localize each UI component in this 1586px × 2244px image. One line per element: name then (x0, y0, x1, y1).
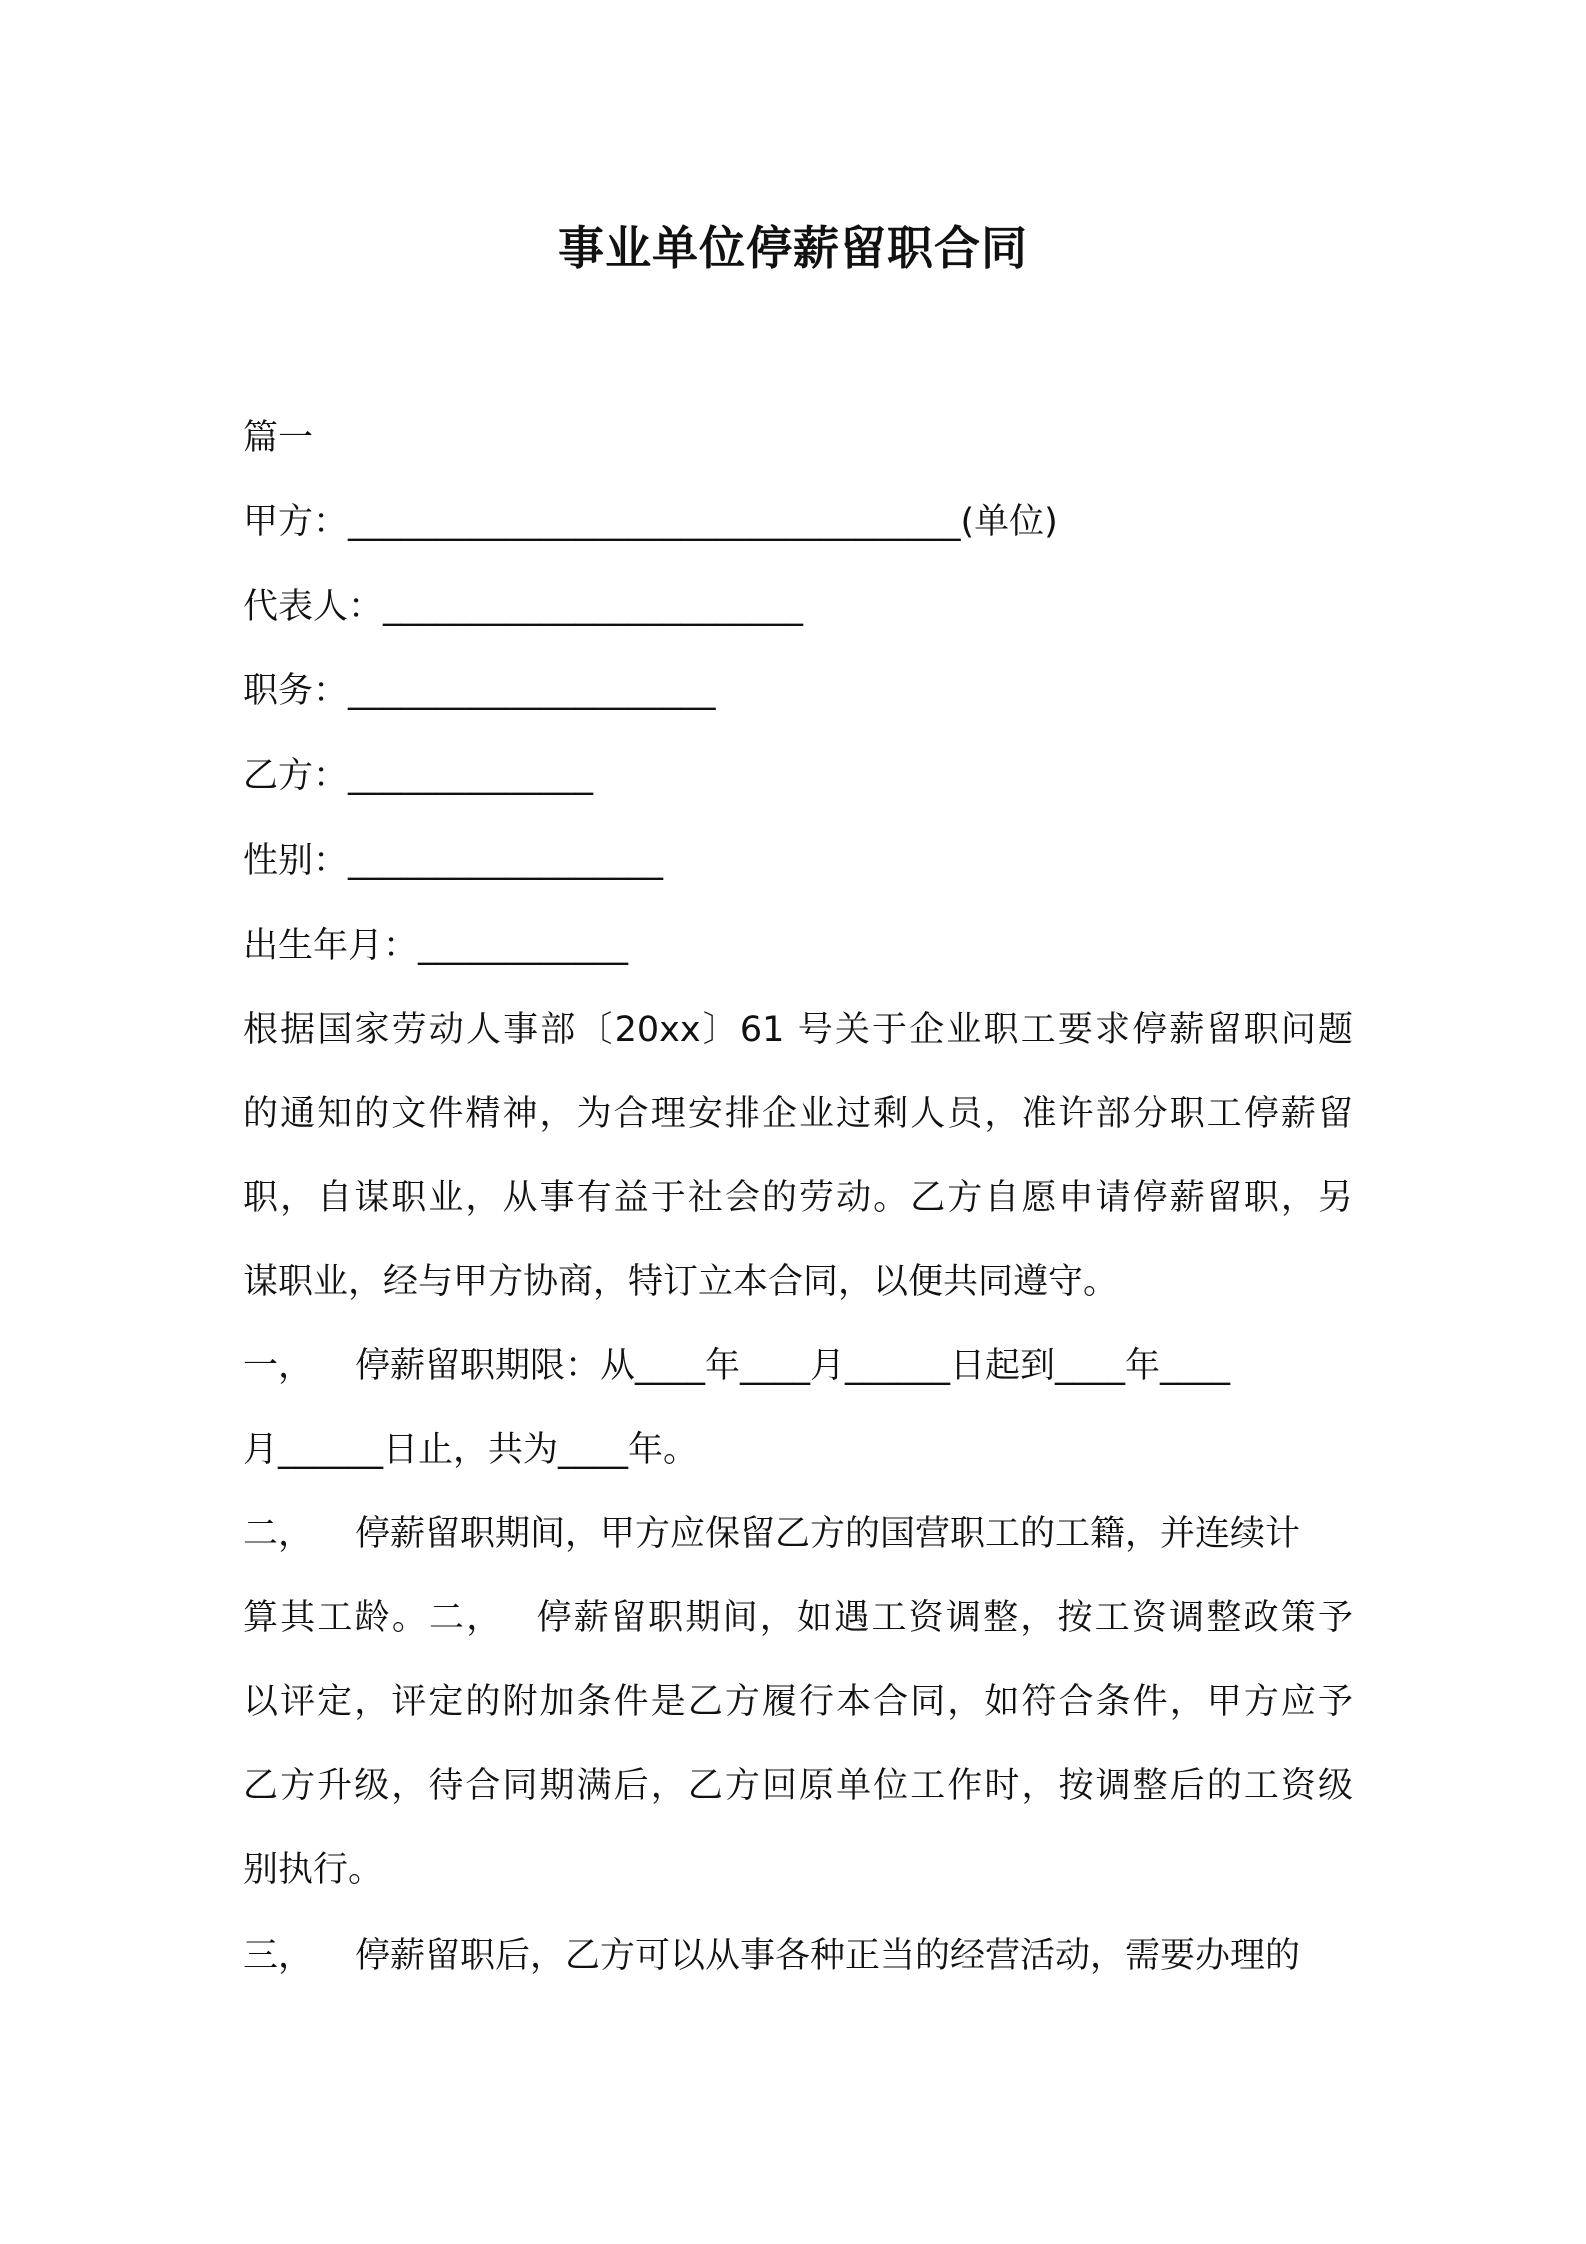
clause-2-continuation: 以评定，评定的附加条件是乙方履行本合同，如符合条件，甲方应予 (243, 1682, 1353, 1722)
clause-number: 二， (243, 1514, 314, 1554)
position-field: 职务：_____________________ (243, 671, 716, 711)
clause-3 (243, 1932, 1353, 1980)
party-b-field: 乙方：______________ (243, 756, 594, 796)
birth-field: 出生年月：____________ (243, 926, 629, 966)
clause-text: 停薪留职后，乙方可以从事各种正当的经营活动，需要办理的 (355, 1936, 1301, 1976)
clause-2-continuation: 算其工龄。二， 停薪留职期间，如遇工资调整，按工资调整政策予 (243, 1598, 1353, 1638)
clause-text: 停薪留职期间，甲方应保留乙方的国营职工的工籍，并连续计 (355, 1514, 1301, 1554)
gender-field: 性别：__________________ (243, 841, 664, 881)
clause-1 (243, 1342, 1353, 1390)
clause-2-continuation: 别执行。 (243, 1850, 384, 1890)
clause-number: 三， (243, 1936, 314, 1976)
party-a-field: 甲方：___________________________________(单位) (243, 502, 1058, 542)
clause-1-continuation: 月______日止，共为____年。 (243, 1430, 699, 1470)
section-heading: 篇一 (243, 418, 314, 458)
intro-line: 职，自谋职业，从事有益于社会的劳动。乙方自愿申请停薪留职，另 (243, 1178, 1353, 1218)
representative-field: 代表人：________________________ (243, 587, 804, 627)
clause-2 (243, 1510, 1353, 1558)
intro-line: 根据国家劳动人事部〔20xx〕61 号关于企业职工要求停薪留职问题 (243, 1010, 1353, 1050)
intro-line: 的通知的文件精神，为合理安排企业过剩人员，准许部分职工停薪留 (243, 1094, 1353, 1134)
clause-number: 一， (243, 1346, 314, 1386)
clause-2-continuation: 乙方升级，待合同期满后，乙方回原单位工作时，按调整后的工资级 (243, 1766, 1353, 1806)
intro-line: 谋职业，经与甲方协商，特订立本合同，以便共同遵守。 (243, 1262, 1119, 1302)
clause-text: 停薪留职期限：从____年____月______日起到____年____ (355, 1346, 1231, 1386)
document-title: 事业单位停薪留职合同 (558, 221, 1028, 275)
